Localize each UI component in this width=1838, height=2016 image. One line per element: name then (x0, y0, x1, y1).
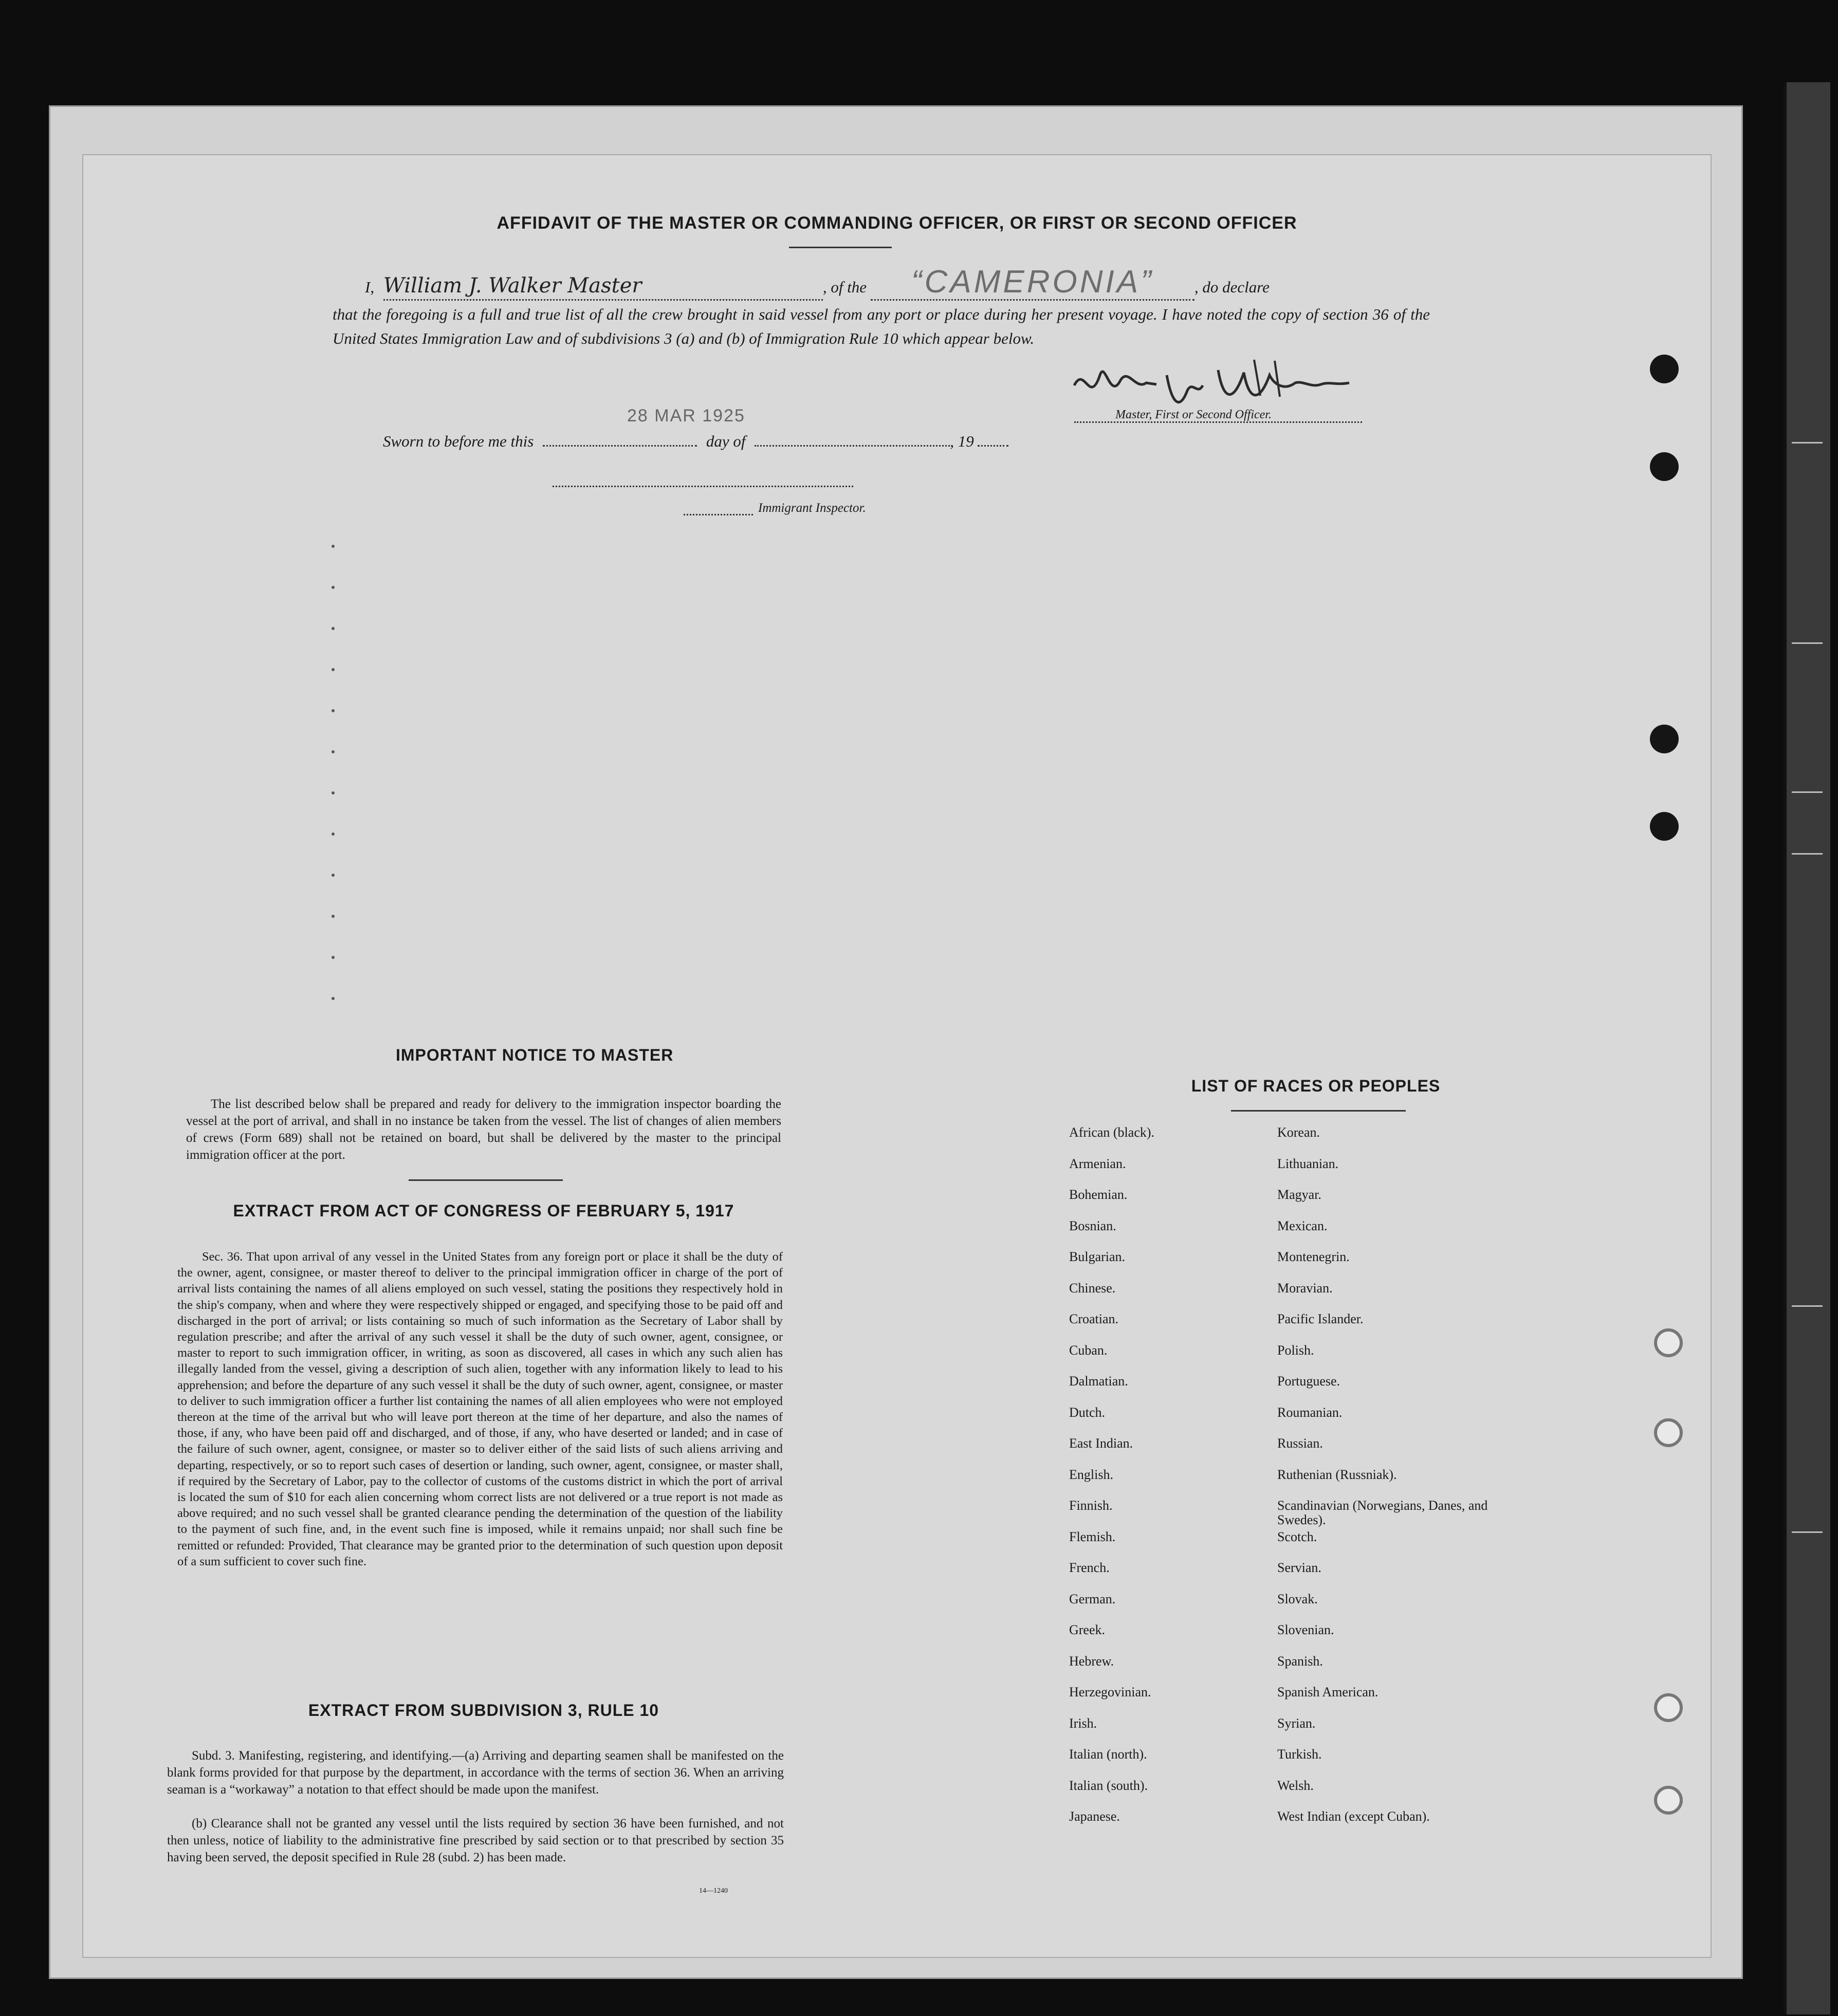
row-marker (332, 915, 335, 918)
race-item: Italian (south). (1069, 1778, 1148, 1793)
row-marker (332, 668, 335, 671)
race-item: Bohemian. (1069, 1187, 1128, 1202)
divider (409, 1179, 563, 1181)
race-item: Slovak. (1277, 1591, 1318, 1606)
race-item: Scotch. (1277, 1529, 1317, 1544)
race-item: Portuguese. (1277, 1374, 1340, 1389)
race-item: Korean. (1277, 1125, 1320, 1140)
race-item: Montenegrin. (1277, 1249, 1350, 1264)
row-marker (332, 791, 335, 794)
declaration-line (365, 264, 1470, 301)
rule-title: EXTRACT FROM SUBDIVISION 3, RULE 10 (308, 1701, 659, 1719)
race-item: Cuban. (1069, 1342, 1108, 1358)
act-text: Sec. 36. That upon arrival of any vessel in the United States from any foreign port or place it shall be the duty of the owner, agent, consignee, or master thereof to deliver to the principal immigration officer in charge of the port of arrival lists containing the names of all aliens employed on such vessel, stating the positions they respectively hold in the ship's company, when and where they were respectively shipped or engaged, and specifying those to be paid off and discharged in the port of arrival; or lists containing so much of such information as the Secretary of Labor shall by regulation prescribe; and after the arrival of any such vessel it shall be the duty of such owner, agent, consignee, or master to report to such immigration officer, in writing, as soon as discovered, all cases in which any such alien has illegally landed from the vessel, giving a description of such alien, together with any information likely to lead to his apprehension; and before the departure of any such vessel it shall be the duty of such owner, agent, consignee, or master to deliver to such immigration officer a further list containing the names of all alien employees who were not employed thereon at the time of the arrival but who will leave port thereon at the time of her departure, and also the names of those, if any, who have been paid off and discharged, and of those, if any, who have deserted or landed; and in case of the failure of such owner, agent, consignee, or master so to deliver either of the said lists of such aliens arriving and departing, respectively, or so to report such cases of desertion or landing, such owner, agent, consignee, or master shall, if required by the Secretary of Labor, pay to the collector of customs of the customs district in which the port of arrival is located the sum of $10 for each alien concerning whom correct lists are not delivered or a true report is not made as above required; and no such vessel shall be granted clearance pending the determination of the question of the liability to the payment of such fine, and, in the event such fine is imposed, while it remains unpaid; nor shall such fine be remitted or refunded: Provided, That clearance may be granted prior to the determination of such question upon deposit of a sum sufficient to cover such fine. (177, 1250, 783, 1568)
race-item: Herzegovinian. (1069, 1685, 1151, 1699)
race-item: Japanese. (1069, 1809, 1120, 1824)
punch-hole-icon (1650, 355, 1679, 383)
affidavit-page (82, 154, 1712, 1958)
race-item: Hebrew. (1069, 1653, 1114, 1669)
inspector-label: Immigrant Inspector. (758, 501, 866, 515)
race-item: African (black). (1069, 1125, 1155, 1140)
vessel-name: “CAMERONIA” (911, 264, 1154, 300)
act-title: EXTRACT FROM ACT OF CONGRESS OF FEBRUARY 5, 1917 (233, 1201, 734, 1220)
row-marker (332, 833, 335, 836)
signature-line (1074, 421, 1362, 423)
race-item: Dalmatian. (1069, 1374, 1128, 1389)
notice-title: IMPORTANT NOTICE TO MASTER (396, 1046, 674, 1064)
row-marker (332, 874, 335, 877)
row-marker (332, 956, 335, 959)
rule-text-b: (b) Clearance shall not be granted any vessel until the lists required by section 36 have been furnished, and not then unless, notice of liability to the administrative fine prescribed by said section or to that prescribed by section 35 having been served, the deposit specified in Rule 28 (subd. 2) has been made. (167, 1817, 784, 1864)
race-item: Lithuanian. (1277, 1156, 1339, 1171)
race-item: Flemish. (1069, 1529, 1116, 1544)
i-label: I, (365, 278, 375, 296)
race-item: Scandinavian (Norwegians, Danes, and Swedes). (1277, 1498, 1488, 1527)
race-item: Finnish. (1069, 1498, 1113, 1513)
race-item: Armenian. (1069, 1156, 1126, 1171)
row-marker (332, 627, 335, 630)
punch-hole-icon (1650, 812, 1679, 841)
row-marker (332, 709, 335, 712)
do-declare-label: , do declare (1194, 278, 1270, 296)
punch-hole-icon (1654, 1328, 1683, 1357)
race-item: German. (1069, 1591, 1116, 1606)
notice-text: The list described below shall be prepared and ready for delivery to the immigration inspector boarding the vessel at the port of arrival, and shall in no instance be taken from the vessel. The list of changes of alien members of crews (Form 689) shall not be retained on board, but shall be delivered by the master to the principal immigration officer at the port. (186, 1097, 781, 1162)
punch-hole-icon (1654, 1693, 1683, 1722)
day-of-label: day of (706, 432, 746, 450)
race-item: Ruthenian (Russniak). (1277, 1467, 1397, 1482)
race-item: Spanish American. (1277, 1685, 1378, 1699)
race-item: Turkish. (1277, 1747, 1322, 1762)
race-item: English. (1069, 1467, 1113, 1482)
race-item: Slovenian. (1277, 1622, 1334, 1637)
sworn-label: Sworn to before me this (383, 432, 534, 450)
punch-hole-icon (1650, 725, 1679, 753)
race-item: Magyar. (1277, 1187, 1321, 1202)
race-item: Dutch. (1069, 1404, 1106, 1420)
race-item: Greek. (1069, 1622, 1106, 1637)
master-name: William J. Walker Master (383, 274, 642, 298)
row-marker (332, 545, 335, 548)
race-item: Syrian. (1277, 1715, 1316, 1731)
races-title: LIST OF RACES OR PEOPLES (1191, 1077, 1441, 1095)
master-name-field (383, 274, 823, 301)
inspector-signature-line (553, 486, 853, 487)
race-item: Moravian. (1277, 1280, 1333, 1296)
declaration-text: that the foregoing is a full and true list of all the crew brought in said vessel from any port or place during her present voyage. I have noted the copy of section 36 of the United States Immigration Law and of subdivisions 3 (a) and (b) of Immigration Rule 10 which appear below. (333, 305, 1430, 347)
year-prefix: , 19 (950, 432, 974, 450)
sworn-line (383, 429, 1008, 453)
race-item: Bosnian. (1069, 1218, 1116, 1233)
race-item: Polish. (1277, 1342, 1314, 1358)
race-item: Croatian. (1069, 1311, 1119, 1326)
race-item: Mexican. (1277, 1218, 1328, 1233)
race-item: Italian (north). (1069, 1747, 1147, 1762)
race-item: Chinese. (1069, 1280, 1116, 1296)
race-item: Pacific Islander. (1277, 1311, 1364, 1326)
punch-hole-icon (1650, 452, 1679, 481)
race-item: Irish. (1069, 1715, 1097, 1731)
punch-hole-icon (1654, 1418, 1683, 1447)
row-marker (332, 750, 335, 753)
signer-title: Master, First or Second Officer. (1115, 408, 1272, 421)
race-item: Roumanian. (1277, 1404, 1343, 1420)
affidavit-title: AFFIDAVIT OF THE MASTER OR COMMANDING OFFICER, OR FIRST OR SECOND OFFICER (497, 213, 1297, 233)
race-item: West Indian (except Cuban). (1277, 1809, 1430, 1824)
inspector-name-line (684, 514, 753, 515)
race-item: East Indian. (1069, 1436, 1133, 1451)
row-marker (332, 586, 335, 589)
sworn-month-field (755, 445, 950, 447)
sworn-day-field (543, 445, 697, 447)
sworn-year-field (978, 445, 1008, 447)
race-item: Servian. (1277, 1560, 1321, 1575)
adjacent-page-edge (1784, 82, 1830, 2014)
race-item: Russian. (1277, 1436, 1323, 1451)
race-item: Spanish. (1277, 1653, 1323, 1669)
punch-hole-icon (1654, 1786, 1683, 1815)
divider (1231, 1110, 1406, 1112)
race-item: Welsh. (1277, 1778, 1314, 1793)
date-stamp: 28 MAR 1925 (627, 406, 745, 426)
row-marker (332, 997, 335, 1000)
rule-text-a: Subd. 3. Manifesting, registering, and identifying.—(a) Arriving and departing seamen shall be manifested on the blank forms provided for that purpose by the department, in accordance with the terms of section 36. When an arriving seaman is a “workaway” a notation to that effect should be made upon the manifest. (167, 1749, 784, 1797)
race-item: French. (1069, 1560, 1110, 1575)
race-item: Bulgarian. (1069, 1249, 1126, 1264)
of-the-label: , of the (822, 278, 867, 296)
vessel-name-field (871, 264, 1194, 301)
form-number: 14—1240 (699, 1887, 728, 1895)
divider (789, 247, 892, 248)
